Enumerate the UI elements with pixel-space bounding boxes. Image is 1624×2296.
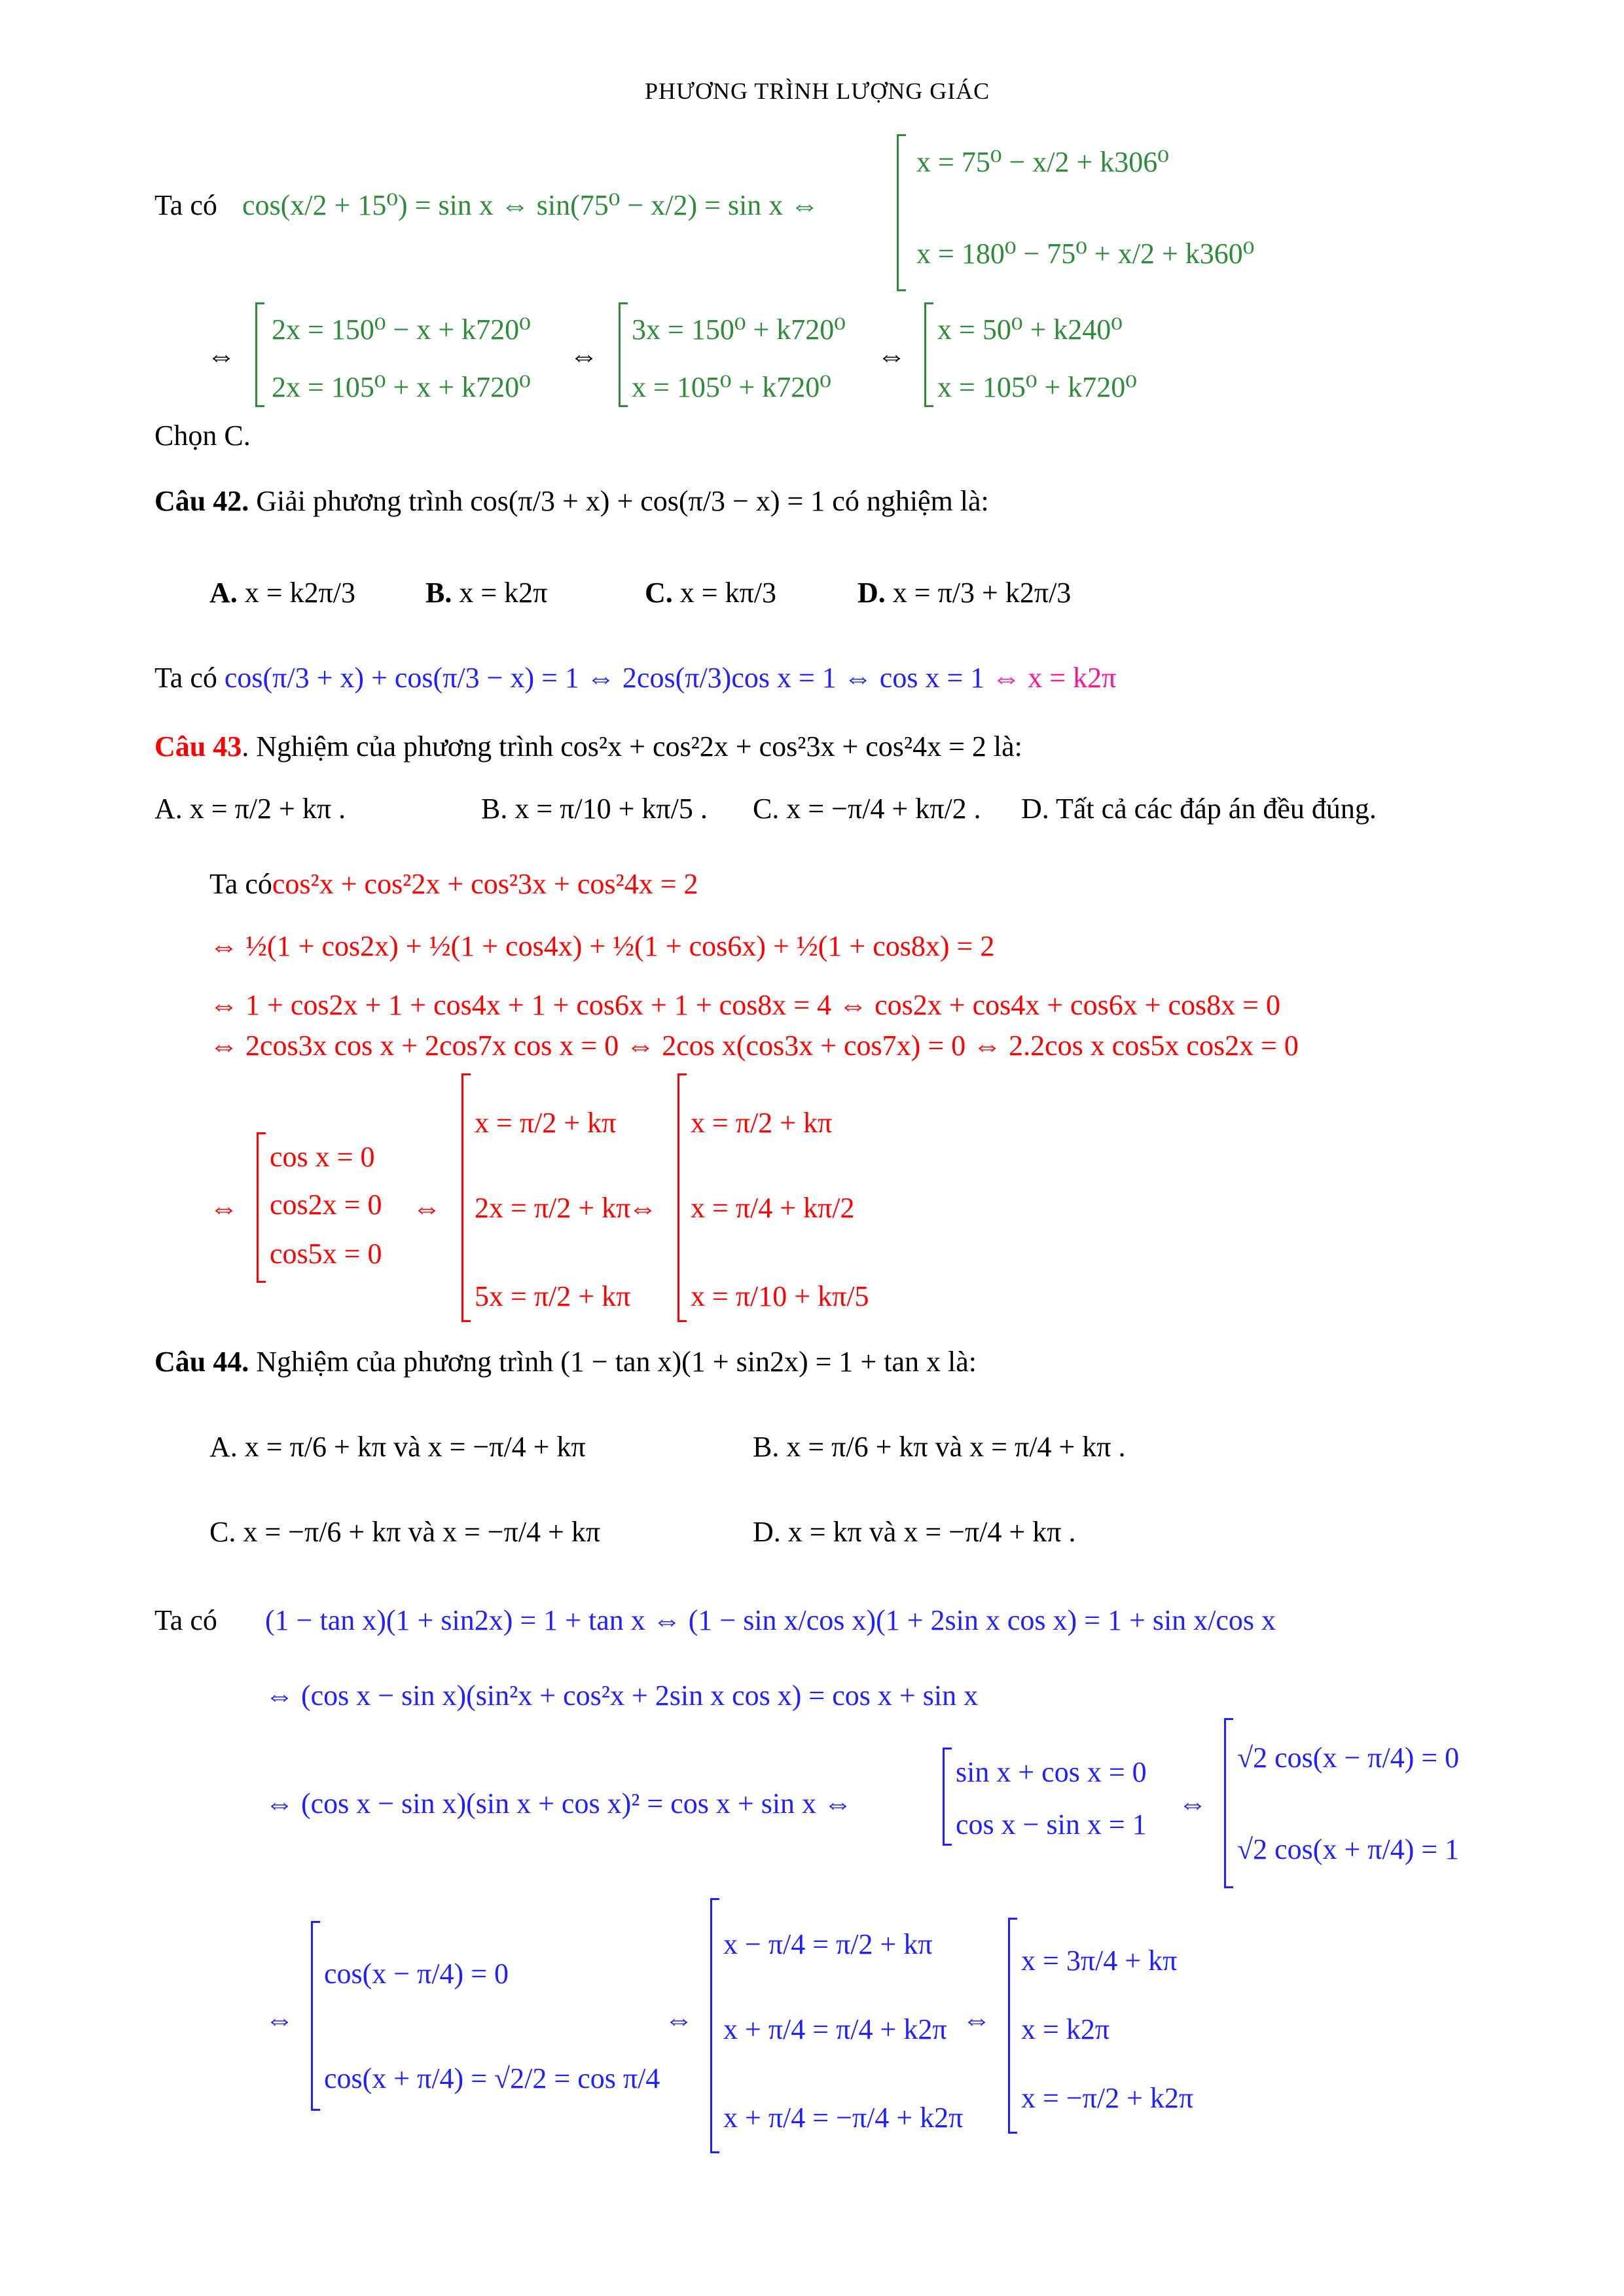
q43-solution-line1: Ta cócos²x + cos²2x + cos²3x + cos²4x = 2: [209, 868, 698, 900]
q43-option-b: B. x = π/10 + kπ/5 .: [481, 793, 708, 825]
q43-solution-line2: ⇔ ½(1 + cos2x) + ½(1 + cos4x) + ½(1 + cos6x) + ½(1 + cos8x) = 2: [209, 930, 995, 962]
q44-bracket-b1: [943, 1748, 951, 1846]
q43-text: . Nghiệm của phương trình: [242, 730, 554, 762]
q44-text: Nghiệm của phương trình: [256, 1346, 554, 1378]
q43-s2a: x = π/2 + kπ: [475, 1107, 617, 1139]
q43-solution-line3: ⇔ 1 + cos2x + 1 + cos4x + 1 + cos6x + 1 + cos8x = 4 ⇔ cos2x + cos4x + cos6x + cos8x = 0: [209, 989, 1280, 1021]
q44-option-a: A. x = π/6 + kπ và x = −π/4 + kπ: [209, 1431, 586, 1463]
q44-c2b: x + π/4 = π/4 + k2π: [723, 2013, 947, 2045]
chon-answer: Chọn C.: [154, 420, 251, 452]
q44-c3b: x = k2π: [1021, 2013, 1110, 2045]
step2-a2: 2x = 105⁰ + x + k720⁰: [272, 371, 531, 403]
step2-b2: x = 105⁰ + k720⁰: [632, 371, 831, 403]
q44-c1b: cos(x + π/4) = √2/2 = cos π/4: [324, 2062, 660, 2094]
q44-option-c: C. x = −π/6 + kπ và x = −π/4 + kπ: [209, 1516, 601, 1548]
q43-bracket-2: [461, 1073, 470, 1322]
iff-symbol: ⇔: [265, 2003, 294, 2036]
q42-title: [154, 484, 989, 518]
q43-solution-line4: ⇔ 2cos3x cos x + 2cos7x cos x = 0 ⇔ 2cos x(cos3x + cos7x) = 0 ⇔ 2.2cos x cos5x cos2x = 0: [209, 1030, 1299, 1062]
q43-title: [154, 730, 1022, 764]
iff-symbol: ⇔: [962, 2003, 991, 2036]
ta-co-label: Ta có: [154, 189, 217, 221]
iff-symbol: ⇔: [209, 1192, 238, 1224]
q43-s3b: x = π/4 + kπ/2: [691, 1192, 855, 1224]
q42-solution-steps: cos(π/3 + x) + cos(π/3 − x) = 1 ⇔ 2cos(π/3)cos x = 1 ⇔ cos x = 1: [224, 662, 985, 694]
q44-title: [154, 1345, 977, 1379]
q43-option-a: A. x = π/2 + kπ .: [154, 793, 346, 825]
step2-c2: x = 105⁰ + k720⁰: [937, 371, 1137, 403]
q44-bracket-b2: [1224, 1718, 1233, 1888]
page-header: PHƯƠNG TRÌNH LƯỢNG GIÁC: [645, 78, 990, 104]
iff-symbol: ⇔: [412, 1192, 441, 1224]
iff-symbol: ⇔: [1178, 1787, 1207, 1820]
q44-solution-line1: (1 − tan x)(1 + sin2x) = 1 + tan x ⇔ (1 − sin x/cos x)(1 + 2sin x cos x) = 1 + sin x/cos x: [265, 1604, 1276, 1636]
q44-solution-line3: ⇔ (cos x − sin x)(sin x + cos x)² = cos x + sin x ⇔: [265, 1787, 853, 1820]
q43-bracket-3: [677, 1073, 686, 1322]
q43-s1c: cos5x = 0: [270, 1238, 382, 1270]
q44-label: Câu 44.: [154, 1346, 249, 1378]
q44-b2b: √2 cos(x + π/4) = 1: [1237, 1833, 1460, 1865]
q44-tail: là:: [948, 1346, 977, 1378]
q42-option-d: D. x = π/3 + k2π/3: [857, 577, 1072, 609]
step2-bracket-a: [255, 302, 264, 407]
q43-label: Câu 43: [154, 730, 242, 762]
q44-equation: (1 − tan x)(1 + sin2x) = 1 + tan x: [560, 1346, 941, 1378]
p1-case2: x = 180⁰ − 75⁰ + x/2 + k360⁰: [916, 238, 1255, 270]
q44-c3c: x = −π/2 + k2π: [1021, 2082, 1194, 2114]
q44-solution-prefix: Ta có: [154, 1604, 217, 1636]
step2-bracket-c: [924, 302, 933, 407]
q44-option-d: D. x = kπ và x = −π/4 + kπ .: [753, 1516, 1076, 1548]
q44-solution-line2: ⇔ (cos x − sin x)(sin²x + cos²x + 2sin x cos x) = cos x + sin x: [265, 1679, 979, 1712]
step2-bracket-b: [619, 302, 627, 407]
q44-bracket-c1: [311, 1921, 319, 2111]
q42-option-b: B. x = k2π: [425, 577, 548, 609]
q44-c3a: x = 3π/4 + kπ: [1021, 1945, 1178, 1977]
iff-symbol: ⇔: [569, 340, 598, 372]
q44-bracket-c3: [1008, 1918, 1017, 2134]
q42-text: Giải phương trình: [256, 485, 463, 517]
step2-a1: 2x = 150⁰ − x + k720⁰: [272, 314, 531, 346]
q44-c2c: x + π/4 = −π/4 + k2π: [723, 2102, 964, 2134]
iff-symbol: ⇔: [877, 340, 906, 372]
p1-equation: cos(x/2 + 15⁰) = sin x ⇔ sin(75⁰ − x/2) = sin x ⇔: [242, 189, 820, 221]
q43-s2b: 2x = π/2 + kπ: [475, 1192, 631, 1224]
q42-equation: cos(π/3 + x) + cos(π/3 − x) = 1: [470, 485, 825, 517]
q42-solution: Ta có cos(π/3 + x) + cos(π/3 − x) = 1 ⇔ 2cos(π/3)cos x = 1 ⇔ cos x = 1 ⇔ x = k2π: [154, 662, 1117, 694]
q43-bracket-1: [257, 1132, 265, 1283]
q43-option-c: C. x = −π/4 + kπ/2 .: [753, 793, 981, 825]
p1-case-bracket: [897, 134, 905, 291]
q43-s3a: x = π/2 + kπ: [691, 1107, 833, 1139]
q44-c1a: cos(x − π/4) = 0: [324, 1958, 509, 1990]
q44-b1a: sin x + cos x = 0: [956, 1756, 1147, 1788]
q43-equation: cos²x + cos²2x + cos²3x + cos²4x = 2: [560, 730, 986, 762]
q43-s1a: cos x = 0: [270, 1141, 375, 1173]
iff-symbol: ⇔: [207, 340, 236, 372]
q43-s3c: x = π/10 + kπ/5: [691, 1280, 869, 1312]
q42-tail: có nghiệm là:: [832, 485, 989, 517]
q42-option-a: A. x = k2π/3: [209, 577, 356, 609]
q43-tail: là:: [993, 730, 1022, 762]
iff-symbol: ⇔: [664, 2003, 693, 2036]
q43-option-d: D. Tất cả các đáp án đều đúng.: [1021, 793, 1377, 825]
q43-s2c: 5x = π/2 + kπ: [475, 1280, 631, 1312]
p1-case1: x = 75⁰ − x/2 + k306⁰: [916, 146, 1169, 178]
q44-b1b: cos x − sin x = 1: [956, 1808, 1147, 1840]
q43-s1b: cos2x = 0: [270, 1189, 382, 1221]
q42-solution-result: ⇔ x = k2π: [992, 662, 1117, 694]
step2-b1: 3x = 150⁰ + k720⁰: [632, 314, 846, 346]
q44-c2a: x − π/4 = π/2 + kπ: [723, 1928, 933, 1960]
iff-symbol: ⇔: [628, 1192, 657, 1224]
q44-option-b: B. x = π/6 + kπ và x = π/4 + kπ .: [753, 1431, 1126, 1463]
step2-c1: x = 50⁰ + k240⁰: [937, 314, 1123, 346]
q44-bracket-c2: [710, 1898, 719, 2153]
q42-option-c: C. x = kπ/3: [645, 577, 777, 609]
q44-b2a: √2 cos(x − π/4) = 0: [1237, 1742, 1460, 1774]
q42-label: Câu 42.: [154, 485, 249, 517]
